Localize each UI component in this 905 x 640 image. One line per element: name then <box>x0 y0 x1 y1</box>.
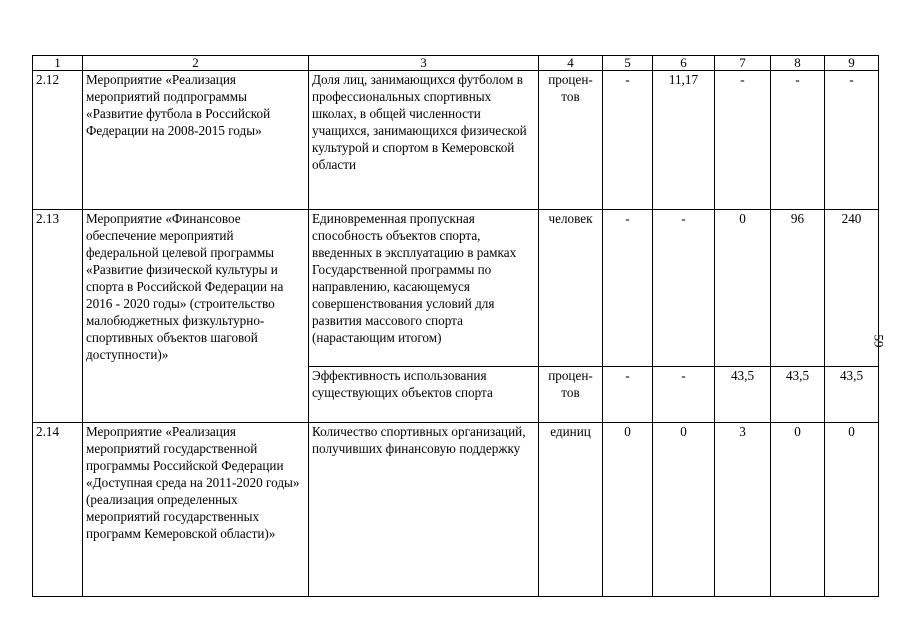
value-cell: 240 <box>825 210 879 367</box>
event-cell: Мероприятие «Реализация мероприятий государственной программы Российской Федерации «Доступная среда на 2011-2020 годы» (реализация определенных мероприятий государственных программ Кемеровской области)» <box>83 423 309 597</box>
unit-cell: процен-тов <box>539 71 603 210</box>
value-cell: - <box>825 71 879 210</box>
unit-cell: единиц <box>539 423 603 597</box>
page-number: 59 <box>871 334 887 348</box>
indicators-table <box>32 55 879 597</box>
row-number: 2.12 <box>33 71 83 210</box>
col-header-2: 2 <box>83 56 309 71</box>
value-cell: - <box>603 367 653 423</box>
row-number: 2.13 <box>33 210 83 423</box>
value-cell: 43,5 <box>825 367 879 423</box>
value-cell: - <box>653 210 715 367</box>
unit-cell: процен-тов <box>539 367 603 423</box>
col-header-3: 3 <box>309 56 539 71</box>
value-cell: 96 <box>771 210 825 367</box>
value-cell: 0 <box>771 423 825 597</box>
col-header-5: 5 <box>603 56 653 71</box>
value-cell: 43,5 <box>771 367 825 423</box>
indicator-cell: Единовременная пропускная способность объектов спорта, введенных в эксплуатацию в рамках Государственной программы по направлению, касающемуся совершенствования условий для развития массового спорта (нарастающим итогом) <box>309 210 539 367</box>
col-header-7: 7 <box>715 56 771 71</box>
row-number: 2.14 <box>33 423 83 597</box>
table-row <box>33 71 879 210</box>
col-header-6: 6 <box>653 56 715 71</box>
value-cell: - <box>603 71 653 210</box>
indicator-cell: Доля лиц, занимающихся футболом в профессиональных спортивных школах, в общей численности учащихся, занимающихся физической культурой и спортом в Кемеровской области <box>309 71 539 210</box>
indicator-cell: Эффективность использования существующих объектов спорта <box>309 367 539 423</box>
col-header-8: 8 <box>771 56 825 71</box>
event-cell: Мероприятие «Финансовое обеспечение мероприятий федеральной целевой программы «Развитие физической культуры и спорта в Российской Федерации на 2016 - 2020 годы» (строительство малобюджетных физкультурно-спортивных объектов шаговой доступности)» <box>83 210 309 423</box>
indicator-cell: Количество спортивных организаций, получивших финансовую поддержку <box>309 423 539 597</box>
value-cell: 11,17 <box>653 71 715 210</box>
value-cell: 0 <box>603 423 653 597</box>
col-header-9: 9 <box>825 56 879 71</box>
table-row <box>33 423 879 597</box>
unit-cell: человек <box>539 210 603 367</box>
value-cell: 3 <box>715 423 771 597</box>
col-header-4: 4 <box>539 56 603 71</box>
event-cell: Мероприятие «Реализация мероприятий подпрограммы «Развитие футбола в Российской Федерации на 2008-2015 годы» <box>83 71 309 210</box>
value-cell: - <box>715 71 771 210</box>
value-cell: - <box>603 210 653 367</box>
value-cell: 0 <box>653 423 715 597</box>
value-cell: 43,5 <box>715 367 771 423</box>
table-row <box>33 210 879 367</box>
value-cell: - <box>653 367 715 423</box>
value-cell: - <box>771 71 825 210</box>
value-cell: 0 <box>825 423 879 597</box>
value-cell: 0 <box>715 210 771 367</box>
col-header-1: 1 <box>33 56 83 71</box>
header-row <box>33 56 879 71</box>
